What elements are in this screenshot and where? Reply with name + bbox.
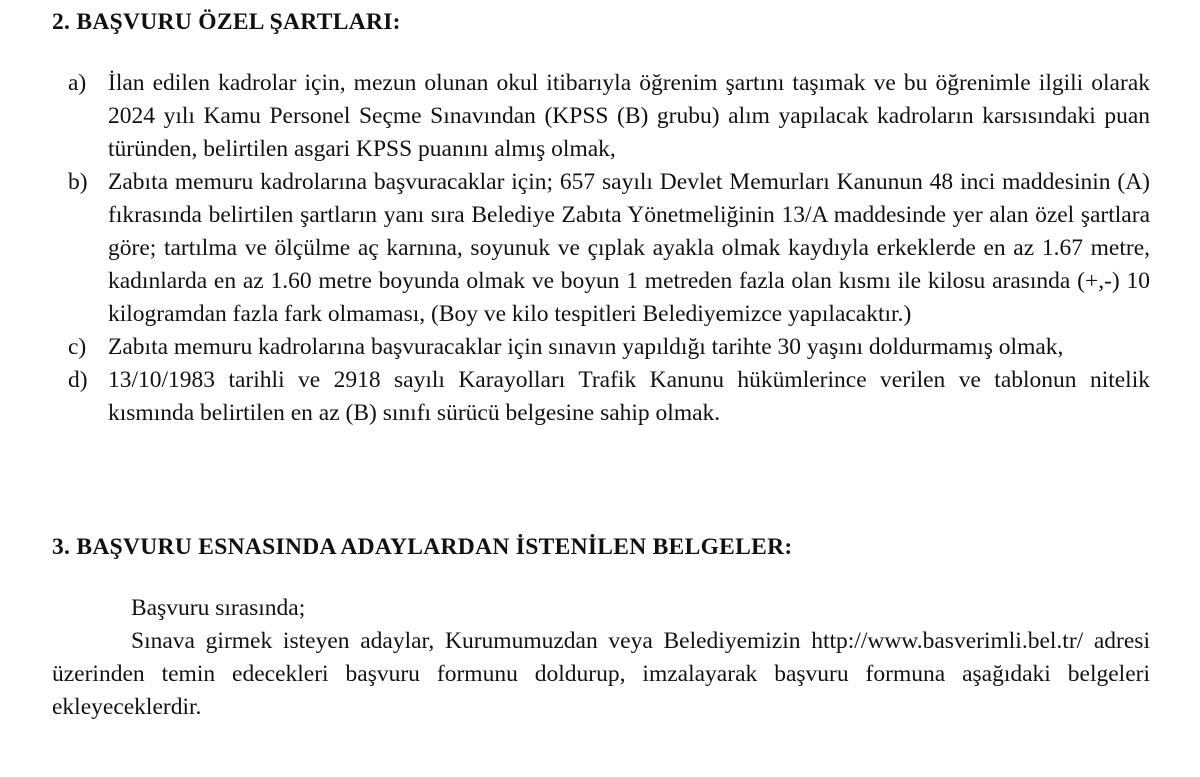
intro-paragraph: Başvuru sırasında;: [131, 595, 306, 621]
section-2-heading: 2. BAŞVURU ÖZEL ŞARTLARI:: [52, 9, 401, 35]
list-item: [52, 331, 1150, 364]
list-item-text: 13/10/1983 tarihli ve 2918 sayılı Karayolları Trafik Kanunu hükümlerince verilen ve tablonun nitelik kısmında belirtilen en az (B) sınıfı sürücü belgesine sahip olmak.: [108, 367, 1150, 426]
list-item-text: İlan edilen kadrolar için, mezun olunan okul itibarıyla öğrenim şartını taşımak ve bu öğrenimle ilgili olarak 2024 yılı Kamu Personel Seçme Sınavından (KPSS (B) grubu) alım yapılacak kadroların karsısındaki puan türünden, belirtilen asgari KPSS puanını almış olmak,: [108, 70, 1150, 162]
list-item-marker: c): [68, 334, 87, 360]
list-item: [52, 67, 1150, 166]
list-item-text: Zabıta memuru kadrolarına başvuracaklar için sınavın yapıldığı tarihte 30 yaşını doldurmamış olmak,: [108, 334, 1064, 360]
list-item-marker: b): [68, 169, 88, 195]
list-item: [52, 364, 1150, 430]
conditions-list: [52, 67, 1150, 430]
list-item: [52, 166, 1150, 331]
list-item-marker: a): [68, 70, 87, 96]
list-item-text: Zabıta memuru kadrolarına başvuracaklar için; 657 sayılı Devlet Memurları Kanunun 48 inci maddesinin (A) fıkrasında belirtilen şartların yanı sıra Belediye Zabıta Yönetmeliğinin 13/A maddesinde yer alan özel şartlara göre; tartılma ve ölçülme aç karnına, soyunuk ve çıplak ayakla olmak kaydıyla erkeklerde en az 1.67 metre, kadınlarda en az 1.60 metre boyunda olmak ve boyun 1 metreden fazla olan kısmı ile kilosu arasında (+,-) 10 kilogramdan fazla fark olmaması, (Boy ve kilo tespitleri Belediyemizce yapılacaktır.): [108, 169, 1150, 327]
documents-intro: [52, 592, 1150, 724]
instructions-paragraph: Sınava girmek isteyen adaylar, Kurumumuzdan veya Belediyemizin http://www.basverimli.bel.tr/ adresi üzerinden temin edecekleri başvuru formunu doldurup, imzalayarak başvuru formuna aşağıdaki belgeleri ekleyeceklerdir.: [52, 628, 1150, 720]
section-3-heading: 3. BAŞVURU ESNASINDA ADAYLARDAN İSTENİLEN BELGELER:: [52, 534, 793, 560]
list-item-marker: d): [68, 367, 88, 393]
